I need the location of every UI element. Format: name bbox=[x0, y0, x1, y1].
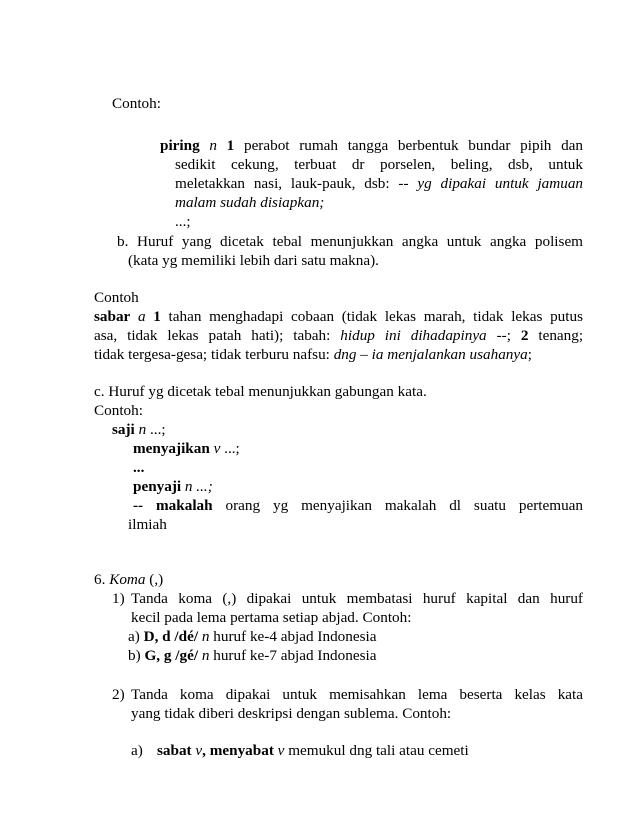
sabar-line-3: tidak tergesa-gesa; tidak terburu nafsu: dng – ia menjalankan usahanya; bbox=[94, 346, 532, 363]
sublemma-dots: ... bbox=[133, 459, 145, 476]
item-2-example-a-label: a) bbox=[131, 742, 143, 759]
section-c-line-1: c. Huruf yg dicetak tebal menunjukkan gabungan kata. bbox=[94, 383, 427, 400]
item-1-example-a: a) D, d /dé/ n huruf ke-4 abjad Indonesia bbox=[128, 628, 377, 645]
saji-sublemmas bbox=[133, 439, 583, 515]
item-1 bbox=[131, 589, 583, 608]
contoh-label-a: Contoh: bbox=[112, 95, 161, 112]
piring-line-1: piring n 1 perabot rumah tangga berbentuk bundar pipih dan bbox=[160, 137, 584, 154]
section-b-line-1: b. Huruf yang dicetak tebal menunjukkan angka untuk angka polisem bbox=[117, 233, 583, 250]
section-b-line-2: (kata yg memiliki lebih dari satu makna). bbox=[128, 252, 379, 269]
contoh-label-b: Contoh bbox=[94, 289, 139, 306]
entry-saji: saji n ...; bbox=[112, 421, 166, 438]
item-2-line-1: Tanda koma dipakai untuk memisahkan lema beserta kelas kata bbox=[131, 686, 583, 703]
section-c bbox=[94, 382, 427, 420]
piring-line-4: malam sudah disiapkan; bbox=[175, 194, 325, 211]
sabar-line-2: asa, tidak lekas patah hati); tabah: hidup ini dihadapinya --; 2 tenang; bbox=[94, 327, 584, 344]
sabar-line-1: sabar a 1 tahan menghadapi cobaan (tidak lekas marah, tidak lekas putus bbox=[94, 308, 584, 325]
item-1-number: 1) bbox=[112, 590, 125, 607]
section-b bbox=[117, 232, 583, 270]
entry-sabar bbox=[94, 307, 583, 364]
contoh-label-c: Contoh: bbox=[94, 402, 143, 419]
entry-piring bbox=[160, 136, 583, 231]
item-2-line-2: yang tidak diberi deskripsi dengan sublema. Contoh: bbox=[131, 705, 452, 722]
item-2-number: 2) bbox=[112, 686, 125, 703]
item-2 bbox=[131, 685, 583, 704]
section-6-heading: 6. Koma (,) bbox=[94, 571, 164, 588]
sublemma-menyajikan: menyajikan v ...; bbox=[133, 440, 240, 457]
piring-line-5: ...; bbox=[175, 213, 191, 230]
makalah-line-2: ilmiah bbox=[128, 516, 167, 533]
item-1-line-2: kecil pada lema pertama setiap abjad. Contoh: bbox=[131, 609, 412, 626]
piring-line-3: meletakkan nasi, lauk-pauk, dsb: -- yg dipakai untuk jamuan bbox=[175, 175, 584, 192]
item-2-example-a: sabat v, menyabat v memukul dng tali atau cemeti bbox=[157, 742, 469, 759]
item-1-example-b: b) G, g /gé/ n huruf ke-7 abjad Indonesia bbox=[128, 647, 377, 664]
item-1-line-1: Tanda koma (,) dipakai untuk membatasi huruf kapital dan huruf bbox=[131, 590, 583, 607]
sublemma-makalah: -- makalah orang yg menyajikan makalah dl suatu pertemuan bbox=[133, 497, 583, 514]
piring-line-2: sedikit cekung, terbuat dr porselen, beling, dsb, untuk bbox=[175, 156, 583, 173]
sublemma-penyaji: penyaji n ...; bbox=[133, 478, 213, 495]
